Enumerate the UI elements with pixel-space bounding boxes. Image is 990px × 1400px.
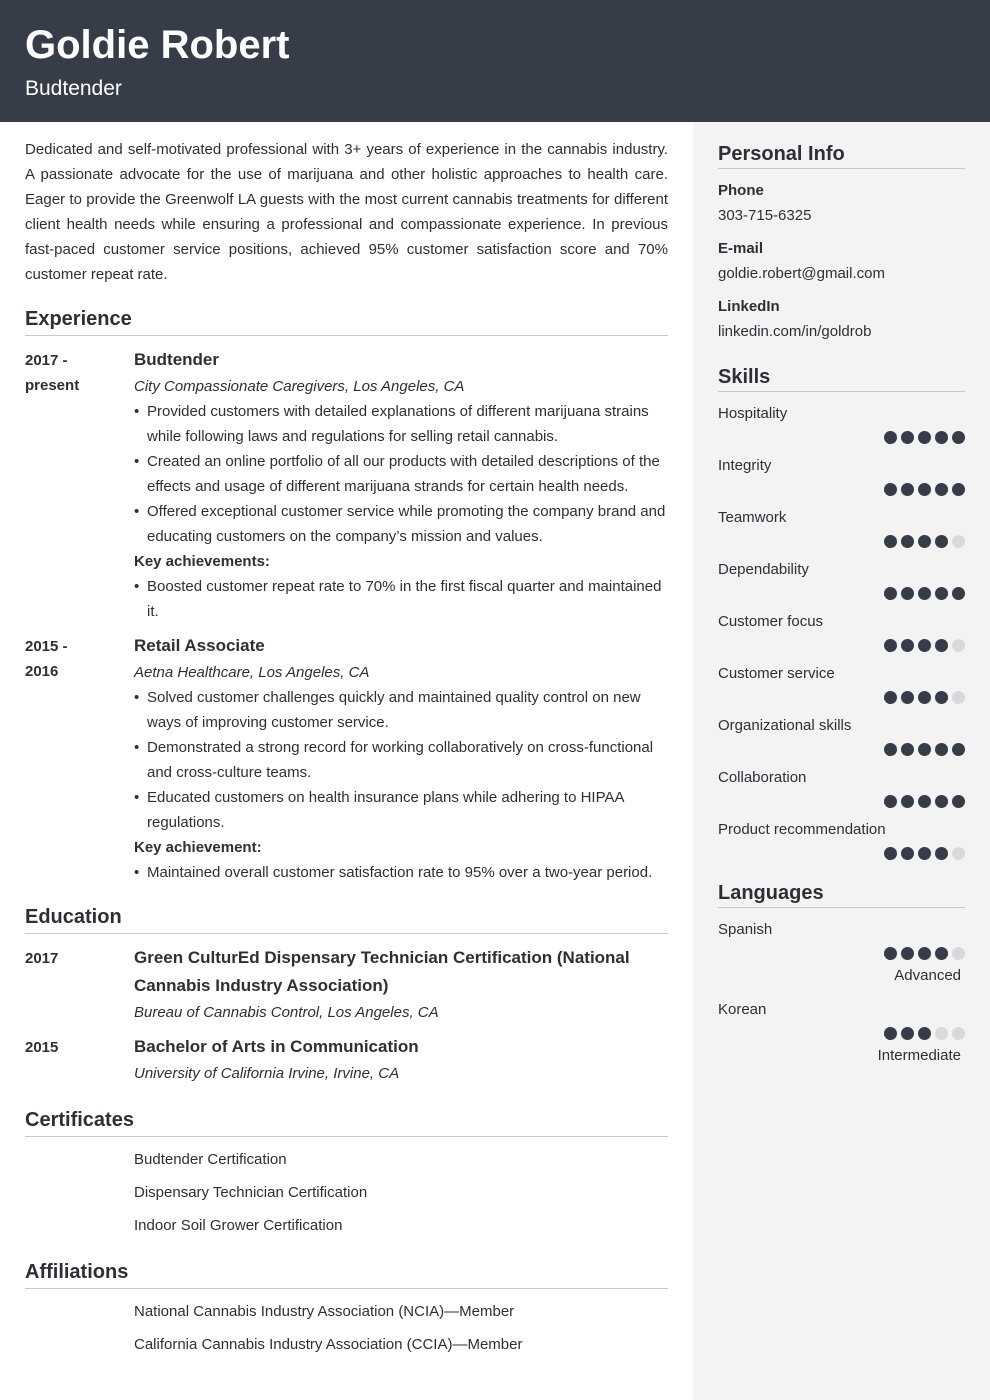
- experience-date-end: 2016: [25, 663, 59, 680]
- skill-name: Dependability: [718, 561, 809, 578]
- rating-dot-empty: [952, 847, 965, 860]
- rating-dot-filled: [935, 431, 948, 444]
- rating-dot-filled: [901, 847, 914, 860]
- sidebar: [693, 122, 990, 1400]
- rating-dots: [718, 691, 965, 704]
- linkedin-label: LinkedIn: [718, 298, 780, 315]
- education-entry: [25, 1033, 668, 1086]
- rating-dots: [718, 587, 965, 600]
- certificates-heading: Certificates: [25, 1107, 668, 1137]
- skill-item: [718, 404, 965, 444]
- institution: Bureau of Cannabis Control, Los Angeles, CA: [134, 1004, 439, 1021]
- language-level: Advanced: [894, 967, 961, 984]
- skill-item: [718, 508, 965, 548]
- skills-heading: Skills: [718, 364, 965, 392]
- rating-dot-filled: [884, 947, 897, 960]
- rating-dot-filled: [884, 1027, 897, 1040]
- rating-dot-filled: [935, 947, 948, 960]
- rating-dot-filled: [935, 847, 948, 860]
- experience-body: [134, 632, 668, 885]
- rating-dot-filled: [935, 535, 948, 548]
- rating-dot-filled: [884, 483, 897, 496]
- key-achievement-bullets: [134, 860, 668, 885]
- affiliation-item: National Cannabis Industry Association (NCIA)—Member: [134, 1303, 515, 1320]
- rating-dot-filled: [918, 535, 931, 548]
- rating-dot-filled: [952, 743, 965, 756]
- rating-dot-filled: [884, 743, 897, 756]
- education-body: [134, 944, 668, 1025]
- affiliations-heading: Affiliations: [25, 1259, 668, 1289]
- skill-item: [718, 456, 965, 496]
- rating-dot-filled: [884, 639, 897, 652]
- rating-dot-filled: [901, 1027, 914, 1040]
- language-level: Intermediate: [877, 1047, 961, 1064]
- certificate-item: Budtender Certification: [134, 1151, 287, 1168]
- skill-item: [718, 560, 965, 600]
- job-title: Budtender: [134, 350, 219, 369]
- skill-name: Customer focus: [718, 613, 824, 630]
- candidate-name: Goldie Robert: [25, 23, 290, 67]
- job-title: Retail Associate: [134, 636, 265, 655]
- rating-dot-filled: [935, 691, 948, 704]
- rating-dot-filled: [918, 483, 931, 496]
- job-bullet: • Created an online portfolio of all our products with detailed descriptions of the effects and usage of different marijuana strands for certain health needs.: [134, 449, 668, 499]
- rating-dot-empty: [952, 691, 965, 704]
- skill-name: Collaboration: [718, 769, 807, 786]
- rating-dot-filled: [884, 691, 897, 704]
- key-achievement-bullet: • Maintained overall customer satisfaction rate to 95% over a two-year period.: [134, 860, 668, 885]
- certificates-section: [25, 1107, 668, 1238]
- skill-item: [718, 768, 965, 808]
- rating-dot-filled: [918, 743, 931, 756]
- rating-dot-filled: [952, 431, 965, 444]
- languages-list: [718, 920, 965, 1066]
- rating-dot-filled: [918, 795, 931, 808]
- job-bullet: • Demonstrated a strong record for working collaboratively on cross-functional and cross-culture teams.: [134, 735, 668, 785]
- job-bullets: [134, 399, 668, 549]
- rating-dot-filled: [918, 691, 931, 704]
- rating-dots: [718, 535, 965, 548]
- skill-item: [718, 716, 965, 756]
- experience-body: [134, 346, 668, 624]
- rating-dot-filled: [901, 639, 914, 652]
- education-entry: [25, 944, 668, 1025]
- language-name: Korean: [718, 1001, 767, 1018]
- language-item: [718, 920, 965, 986]
- rating-dot-empty: [952, 639, 965, 652]
- rating-dot-filled: [884, 847, 897, 860]
- job-bullet: • Provided customers with detailed explanations of different marijuana strains while following laws and regulations for selling retail cannabis.: [134, 399, 668, 449]
- education-body: [134, 1033, 668, 1086]
- languages-heading: Languages: [718, 880, 965, 908]
- rating-dots: [718, 483, 965, 496]
- education-date: 2015: [25, 1039, 59, 1056]
- rating-dot-filled: [901, 483, 914, 496]
- experience-date-start: 2015 -: [25, 638, 68, 655]
- phone-label: Phone: [718, 182, 764, 199]
- rating-dot-filled: [918, 431, 931, 444]
- phone-value: 303-715-6325: [718, 207, 812, 224]
- skill-name: Hospitality: [718, 405, 788, 422]
- skill-name: Organizational skills: [718, 717, 852, 734]
- job-organization: City Compassionate Caregivers, Los Angeles, CA: [134, 378, 465, 395]
- degree-title: Bachelor of Arts in Communication: [134, 1037, 419, 1056]
- rating-dot-filled: [901, 587, 914, 600]
- job-bullet: • Offered exceptional customer service while promoting the company brand and educating customers on the company’s mission and values.: [134, 499, 668, 549]
- skill-name: Customer service: [718, 665, 835, 682]
- email-label: E-mail: [718, 240, 764, 257]
- summary: Dedicated and self-motivated professional with 3+ years of experience in the cannabis industry. A passionate advocate for the use of marijuana and other holistic approaches to health care. Eager to provide the Greenwolf LA guests with the most current cannabis treatments for different client health needs while ensuring a professional and compassionate experience. In previous fast-paced customer service positions, achieved 95% customer satisfaction score and 70% customer repeat rate.: [25, 141, 668, 283]
- rating-dot-filled: [918, 1027, 931, 1040]
- rating-dots: [718, 431, 965, 444]
- rating-dot-filled: [918, 847, 931, 860]
- experience-date-start: 2017 -: [25, 352, 68, 369]
- key-achievements-label: Key achievements:: [134, 553, 270, 570]
- rating-dot-filled: [901, 795, 914, 808]
- skill-name: Product recommendation: [718, 821, 886, 838]
- rating-dot-filled: [901, 535, 914, 548]
- rating-dot-empty: [935, 1027, 948, 1040]
- rating-dot-filled: [901, 431, 914, 444]
- rating-dot-filled: [952, 587, 965, 600]
- experience-heading: Experience: [25, 306, 668, 336]
- skill-name: Integrity: [718, 457, 772, 474]
- rating-dot-empty: [952, 1027, 965, 1040]
- rating-dot-filled: [952, 795, 965, 808]
- rating-dot-filled: [918, 587, 931, 600]
- experience-date: [25, 632, 134, 885]
- rating-dot-filled: [918, 947, 931, 960]
- institution: University of California Irvine, Irvine, CA: [134, 1065, 400, 1082]
- rating-dots: [718, 743, 965, 756]
- rating-dot-filled: [884, 431, 897, 444]
- rating-dot-filled: [901, 947, 914, 960]
- education-section: [25, 904, 668, 1086]
- email-value: goldie.robert@gmail.com: [718, 265, 885, 282]
- linkedin-value: linkedin.com/in/goldrob: [718, 323, 872, 340]
- rating-dot-filled: [935, 743, 948, 756]
- rating-dots: [718, 795, 965, 808]
- experience-section: [25, 306, 668, 885]
- resume-header: [0, 0, 990, 122]
- rating-dot-filled: [901, 743, 914, 756]
- rating-dots: [718, 947, 965, 960]
- rating-dot-filled: [884, 587, 897, 600]
- skill-item: [718, 664, 965, 704]
- experience-entry: [25, 346, 668, 624]
- language-item: [718, 1000, 965, 1066]
- education-date: 2017: [25, 950, 59, 967]
- experience-date-end: present: [25, 377, 80, 394]
- job-bullets: [134, 685, 668, 835]
- rating-dot-filled: [935, 795, 948, 808]
- job-organization: Aetna Healthcare, Los Angeles, CA: [134, 664, 370, 681]
- rating-dots: [718, 1027, 965, 1040]
- rating-dot-empty: [952, 947, 965, 960]
- degree-title: Green CulturEd Dispensary Technician Certification (National Cannabis Industry Association): [134, 948, 630, 995]
- certificate-item: Dispensary Technician Certification: [134, 1184, 368, 1201]
- job-bullet: • Solved customer challenges quickly and maintained quality control on new ways of improving customer service.: [134, 685, 668, 735]
- rating-dot-filled: [918, 639, 931, 652]
- education-heading: Education: [25, 904, 668, 934]
- rating-dots: [718, 639, 965, 652]
- rating-dot-filled: [935, 639, 948, 652]
- key-achievement-bullets: [134, 574, 668, 624]
- skill-item: [718, 820, 965, 860]
- rating-dot-filled: [884, 795, 897, 808]
- skills-list: [718, 404, 965, 860]
- skill-item: [718, 612, 965, 652]
- rating-dots: [718, 847, 965, 860]
- certificate-item: Indoor Soil Grower Certification: [134, 1217, 343, 1234]
- rating-dot-filled: [935, 587, 948, 600]
- rating-dot-filled: [952, 483, 965, 496]
- main-column: [25, 137, 668, 1365]
- rating-dot-filled: [935, 483, 948, 496]
- rating-dot-filled: [901, 691, 914, 704]
- affiliations-section: [25, 1259, 668, 1357]
- candidate-role: Budtender: [25, 77, 122, 100]
- affiliation-item: California Cannabis Industry Association (CCIA)—Member: [134, 1336, 523, 1353]
- skill-name: Teamwork: [718, 509, 787, 526]
- job-bullet: • Educated customers on health insurance plans while adhering to HIPAA regulations.: [134, 785, 668, 835]
- experience-entry: [25, 632, 668, 885]
- key-achievement-bullet: • Boosted customer repeat rate to 70% in the first fiscal quarter and maintained it.: [134, 574, 668, 624]
- rating-dot-empty: [952, 535, 965, 548]
- rating-dot-filled: [884, 535, 897, 548]
- language-name: Spanish: [718, 921, 773, 938]
- key-achievements-label: Key achievement:: [134, 839, 262, 856]
- personal-info-heading: Personal Info: [718, 141, 965, 169]
- experience-date: [25, 346, 134, 624]
